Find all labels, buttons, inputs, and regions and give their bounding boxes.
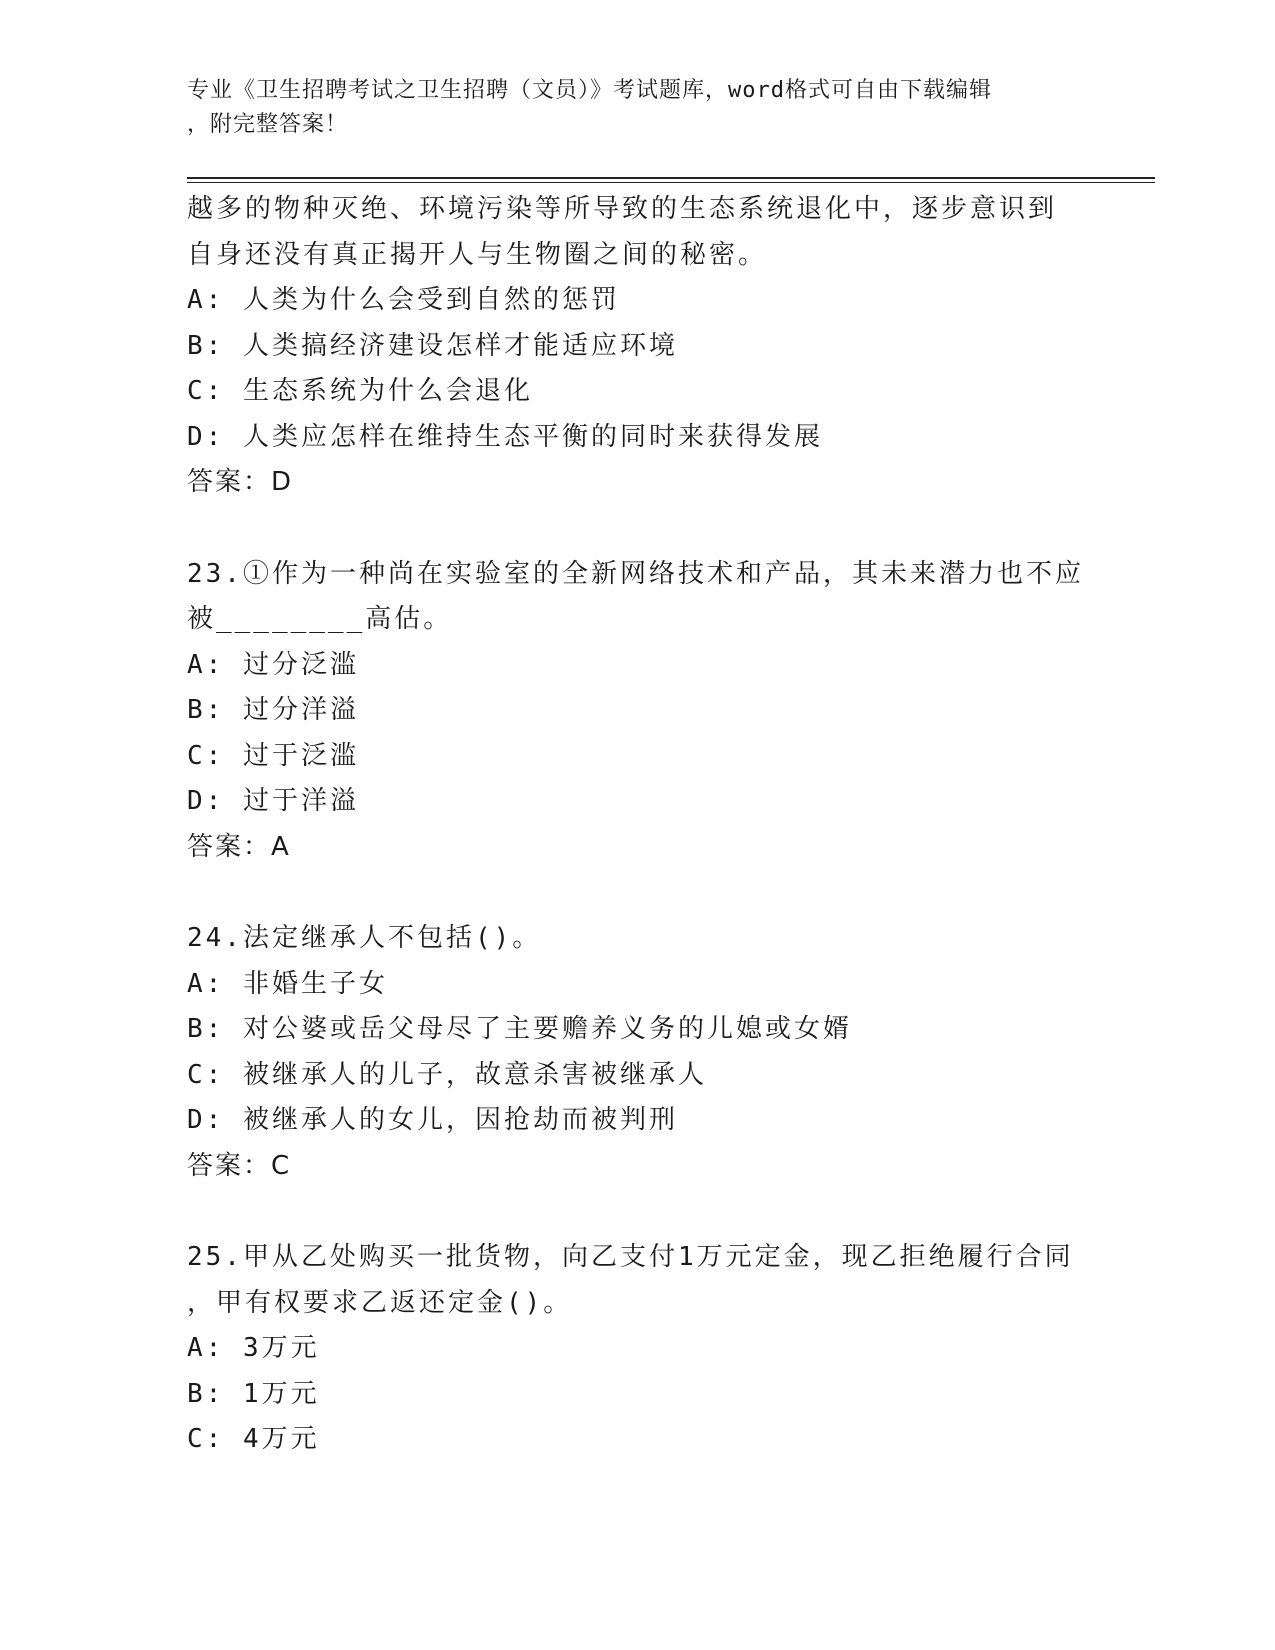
option-c: C: 过于泛滥	[187, 740, 359, 771]
option-c: C: 生态系统为什么会退化	[187, 376, 533, 406]
header-line-2: ，附完整答案！	[187, 112, 349, 137]
option-d: D: 过于洋溢	[187, 786, 359, 816]
question-stem: 被________高估。	[187, 604, 453, 634]
question-stem: 25.甲从乙处购买一批货物，向乙支付1万元定金，现乙拒绝履行合同	[187, 1242, 1074, 1272]
option-b: B: 1万元	[187, 1378, 320, 1409]
option-b: B: 对公婆或岳父母尽了主要赡养义务的儿媳或女婿	[187, 1014, 852, 1044]
header-line-1: 专业《卫生招聘考试之卫生招聘（文员）》考试题库，word格式可自由下载编辑	[187, 78, 992, 103]
question-25	[187, 1235, 1087, 1463]
question-stem: 自身还没有真正揭开人与生物圈之间的秘密。	[187, 239, 768, 270]
header-divider-thick	[187, 177, 1155, 179]
question-23	[187, 552, 1087, 871]
question-stem: 越多的物种灭绝、环境污染等所导致的生态系统退化中，逐步意识到	[187, 194, 1058, 224]
question-stem: ，甲有权要求乙返还定金()。	[187, 1287, 573, 1318]
option-a: A: 非婚生子女	[187, 968, 388, 999]
option-d: D: 人类应怎样在维持生态平衡的同时来获得发展	[187, 421, 823, 452]
option-a: A: 人类为什么会受到自然的惩罚	[187, 285, 620, 315]
answer: 答案：A	[187, 831, 291, 862]
option-d: D: 被继承人的女儿，因抢劫而被判刑	[187, 1105, 678, 1135]
document-header	[187, 74, 1087, 142]
spacer	[187, 506, 1087, 552]
question-24	[187, 916, 1087, 1189]
question-stem: 23.①作为一种尚在实验室的全新网络技术和产品，其未来潜力也不应	[187, 558, 1084, 589]
question-22	[187, 187, 1087, 506]
spacer	[187, 870, 1087, 916]
question-stem: 24.法定继承人不包括()。	[187, 923, 542, 953]
option-b: B: 人类搞经济建设怎样才能适应环境	[187, 330, 678, 361]
option-c: C: 4万元	[187, 1424, 320, 1454]
document-body	[187, 187, 1087, 1463]
answer: 答案：D	[187, 467, 294, 497]
spacer	[187, 1189, 1087, 1235]
option-c: C: 被继承人的儿子，故意杀害被继承人	[187, 1059, 707, 1090]
option-a: A: 3万元	[187, 1333, 320, 1363]
header-divider-thin	[187, 182, 1155, 183]
option-a: A: 过分泛滥	[187, 649, 359, 680]
option-b: B: 过分洋溢	[187, 695, 359, 725]
answer: 答案：C	[187, 1150, 292, 1181]
